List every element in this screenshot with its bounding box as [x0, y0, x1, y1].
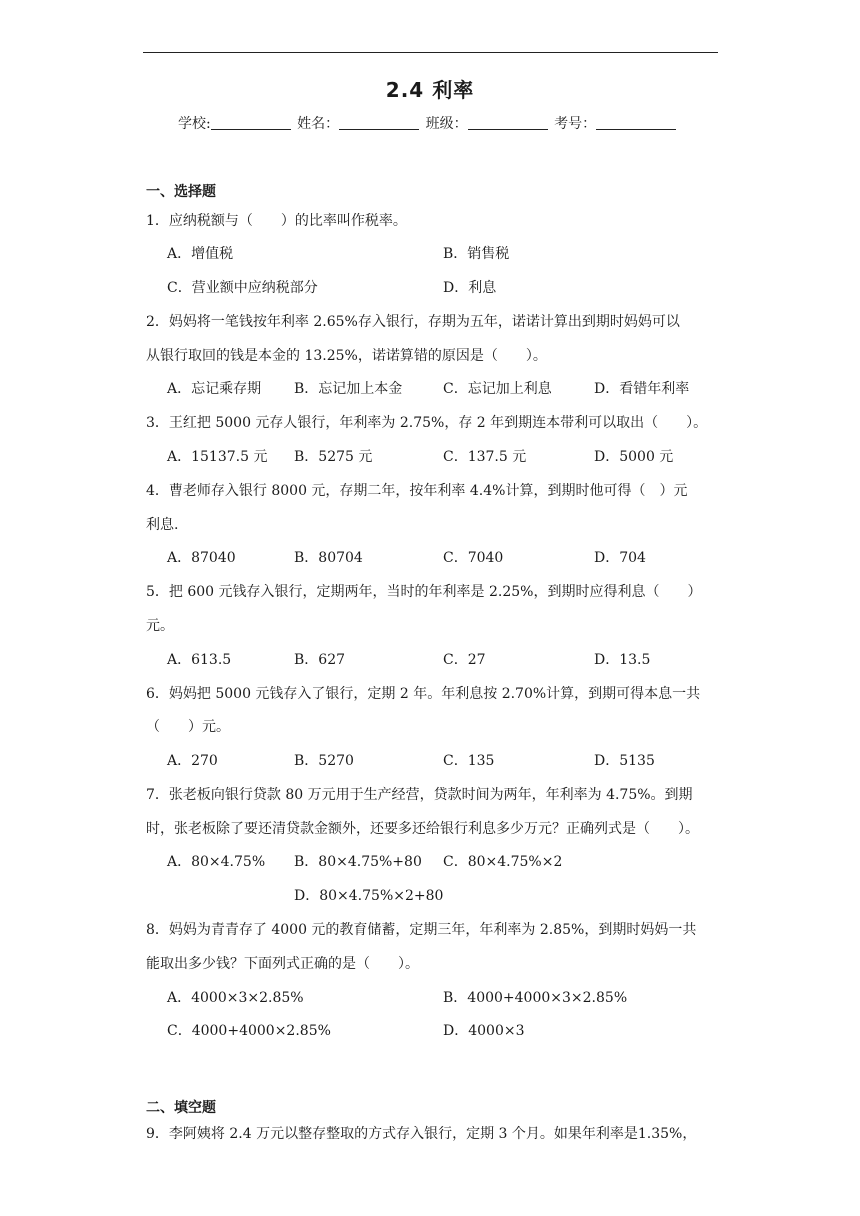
question-line: 4．曹老师存入银行 8000 元，存期二年，按年利率 4.4%计算，到期时他可得（ ）元	[146, 483, 688, 499]
option-d: D．704	[594, 550, 646, 566]
option-a: A．270	[167, 753, 218, 769]
name-blank[interactable]	[339, 115, 419, 130]
option-d: D．5135	[594, 753, 655, 769]
name-label: 姓名：	[297, 116, 340, 132]
option-c: C．4000+4000×2.85%	[167, 1023, 331, 1039]
question-line: （ ）元。	[146, 719, 230, 735]
section-heading-choice: 一、选择题	[146, 184, 216, 200]
option-a: A．15137.5 元	[167, 449, 268, 465]
question-line: 能取出多少钱？下面列式正确的是（ ）。	[146, 956, 419, 972]
header-rule	[143, 52, 718, 53]
option-b: B．5270	[294, 753, 354, 769]
option-a: A．忘记乘存期	[167, 381, 262, 397]
option-b: B．4000+4000×3×2.85%	[443, 990, 628, 1006]
option-d: D．4000×3	[443, 1023, 525, 1039]
option-b: B．销售税	[443, 246, 510, 262]
option-b: B．5275 元	[294, 449, 373, 465]
question-line: 7．张老板向银行贷款 80 万元用于生产经营，贷款时间为两年，年利率为 4.75%。到期	[146, 787, 693, 803]
option-d: D．利息	[443, 280, 497, 296]
option-d: D．5000 元	[594, 449, 674, 465]
option-a: A．80×4.75%	[167, 854, 266, 870]
exam-no-label: 考号：	[554, 116, 597, 132]
question-line: 1．应纳税额与（ ）的比率叫作税率。	[146, 213, 407, 229]
option-c: C．80×4.75%×2	[443, 854, 563, 870]
option-c: C．27	[443, 652, 486, 668]
option-b: B．80×4.75%+80	[294, 854, 422, 870]
question-line: 元。	[146, 618, 174, 634]
class-blank[interactable]	[468, 115, 548, 130]
option-a: A．87040	[167, 550, 236, 566]
option-d: D．80×4.75%×2+80	[294, 888, 444, 904]
question-line: 6．妈妈把 5000 元钱存入了银行，定期 2 年。年利息按 2.70%计算，到期可得本息一共	[146, 686, 701, 702]
exam-no-blank[interactable]	[596, 115, 676, 130]
question-line: 时，张老板除了要还清贷款金额外，还要多还给银行利息多少万元？正确列式是（ ）。	[146, 821, 699, 837]
option-c: C．135	[443, 753, 495, 769]
school-blank[interactable]	[211, 115, 291, 130]
option-b: B．忘记加上本金	[294, 381, 403, 397]
option-d: D．13.5	[594, 652, 651, 668]
class-label: 班级：	[425, 116, 468, 132]
question-line: 从银行取回的钱是本金的 13.25%，诺诺算错的原因是（ ）。	[146, 348, 547, 364]
page-title: 2.4 利率	[385, 78, 475, 102]
option-b: B．627	[294, 652, 346, 668]
option-c: C．忘记加上利息	[443, 381, 552, 397]
option-c: C．137.5 元	[443, 449, 527, 465]
option-c: C．7040	[443, 550, 504, 566]
section-heading-fill: 二、填空题	[146, 1100, 216, 1116]
option-a: A．4000×3×2.85%	[167, 990, 304, 1006]
question-line: 9．李阿姨将 2.4 万元以整存整取的方式存入银行，定期 3 个月。如果年利率是1.35%，	[146, 1126, 697, 1142]
school-label: 学校:	[178, 116, 211, 132]
student-info-row	[178, 113, 678, 133]
question-line: 3．王红把 5000 元存人银行，年利率为 2.75%，存 2 年到期连本带利可以取出（ ）。	[146, 415, 708, 431]
option-c: C．营业额中应纳税部分	[167, 280, 318, 296]
option-b: B．80704	[294, 550, 363, 566]
option-a: A．增值税	[167, 246, 234, 262]
option-a: A．613.5	[167, 652, 232, 668]
option-d: D．看错年利率	[594, 381, 690, 397]
question-line: 2．妈妈将一笔钱按年利率 2.65%存入银行，存期为五年，诺诺计算出到期时妈妈可以	[146, 314, 680, 330]
question-line: 利息.	[146, 517, 179, 533]
question-line: 5．把 600 元钱存入银行，定期两年，当时的年利率是 2.25%，到期时应得利息（ ）	[146, 584, 702, 600]
question-line: 8．妈妈为青青存了 4000 元的教育储蓄，定期三年，年利率为 2.85%，到期时妈妈一共	[146, 922, 697, 938]
